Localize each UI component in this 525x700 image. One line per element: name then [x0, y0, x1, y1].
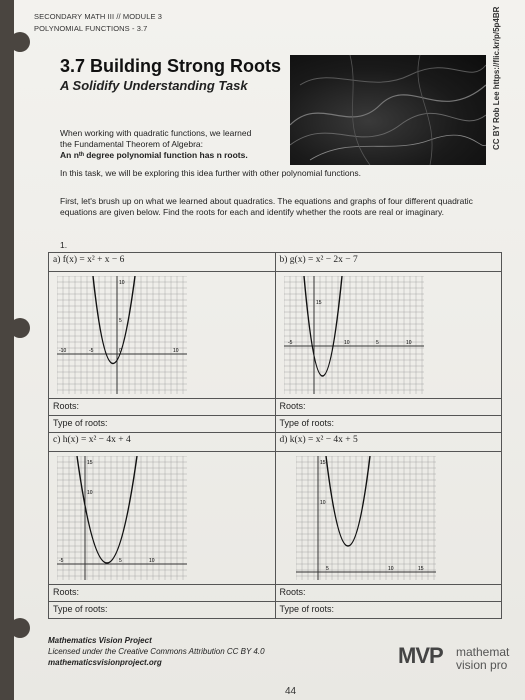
equation-a: a) f(x) = x² + x − 6: [53, 255, 125, 265]
punch-hole: [10, 32, 30, 52]
parabola-b: [304, 276, 342, 376]
type-label-d: Type of roots:: [279, 604, 335, 614]
tick-label: 15: [417, 566, 424, 572]
logo-line-2: vision pro: [456, 658, 508, 672]
parabola-a: [93, 276, 135, 364]
tick-label: 10: [387, 566, 394, 572]
equation-c: c) h(x) = x² − 4x + 4: [53, 435, 131, 445]
mvp-logo-text: [456, 646, 509, 672]
intro-text: [60, 128, 360, 161]
task-instructions: First, let's brush up on what we learned about quadratics. The equations and graphs of four different quadratic equations are given below. Find the roots for each and identify whether the roots are real or imaginary.: [60, 196, 473, 217]
logo-line-1: mathemat: [456, 645, 510, 659]
footer-project: Mathematics Vision Project: [48, 636, 152, 645]
roots-label-d: Roots:: [279, 587, 306, 597]
type-label-b: Type of roots:: [279, 418, 335, 428]
roots-label-c: Roots:: [53, 587, 80, 597]
mvp-logo: MVP: [398, 643, 443, 668]
equation-b: b) g(x) = x² − 2x − 7: [279, 255, 358, 265]
tick-label: 10: [405, 340, 412, 346]
graph-cell-b: [275, 272, 502, 399]
tick-label: 15: [315, 300, 322, 306]
tick-label: 5: [119, 318, 122, 324]
page-title: 3.7 Building Strong Roots: [60, 56, 281, 76]
theorem-text: An nᵗʰ degree polynomial function has n roots.: [60, 150, 248, 160]
footer-url: mathematicsvisionproject.org: [48, 658, 162, 667]
tick-label: 10: [173, 348, 179, 354]
footer-license: Licensed under the Creative Commons Attribution CC BY 4.0: [48, 647, 265, 656]
tick-label: 10: [319, 500, 326, 506]
tick-label: 10: [149, 558, 155, 564]
graph-cell-c: [49, 452, 276, 585]
graph-d: [296, 456, 436, 580]
tick-label: 5: [119, 558, 122, 564]
page-subtitle: A Solidify Understanding Task: [60, 78, 248, 93]
tick-label: -5: [89, 348, 94, 354]
tick-label: -5: [59, 558, 64, 564]
tick-label: -5: [287, 340, 292, 346]
header-line-1: SECONDARY MATH III // MODULE 3: [34, 12, 163, 21]
tick-label: 10: [119, 280, 125, 286]
tick-label: 15: [87, 460, 93, 466]
parabola-c: [77, 456, 137, 563]
header-line-2: POLYNOMIAL FUNCTIONS - 3.7: [34, 24, 148, 33]
tick-label: 10: [343, 340, 350, 346]
photo-credit: CC BY Rob Lee https://flic.kr/p/5p4BR: [492, 6, 501, 150]
parabola-d: [326, 456, 370, 546]
punch-hole: [10, 318, 30, 338]
tick-label: 0: [119, 348, 122, 354]
roots-label-a: Roots:: [53, 401, 80, 411]
intro-line-3: In this task, we will be exploring this idea further with other polynomial functions.: [60, 168, 361, 178]
intro-line-2: the Fundamental Theorem of Algebra:: [60, 139, 204, 149]
intro-line-1: When working with quadratic functions, we learned: [60, 128, 252, 138]
graph-c: [57, 456, 187, 580]
graph-cell-a: [49, 272, 276, 399]
punch-hole: [10, 618, 30, 638]
tick-label: -10: [59, 348, 67, 354]
graph-a: [57, 276, 187, 394]
graph-b: [284, 276, 424, 394]
equation-d: d) k(x) = x² − 4x + 5: [279, 435, 358, 445]
tick-label: 5: [375, 340, 379, 346]
graph-cell-d: [275, 452, 502, 585]
tick-label: 10: [87, 490, 93, 496]
tick-label: 15: [319, 460, 326, 466]
roots-label-b: Roots:: [279, 401, 306, 411]
type-label-c: Type of roots:: [53, 604, 108, 614]
page-number: 44: [285, 686, 297, 697]
question-number: 1.: [60, 240, 68, 250]
tick-label: 5: [325, 566, 329, 572]
type-label-a: Type of roots:: [53, 418, 108, 428]
problem-grid: [48, 252, 502, 619]
